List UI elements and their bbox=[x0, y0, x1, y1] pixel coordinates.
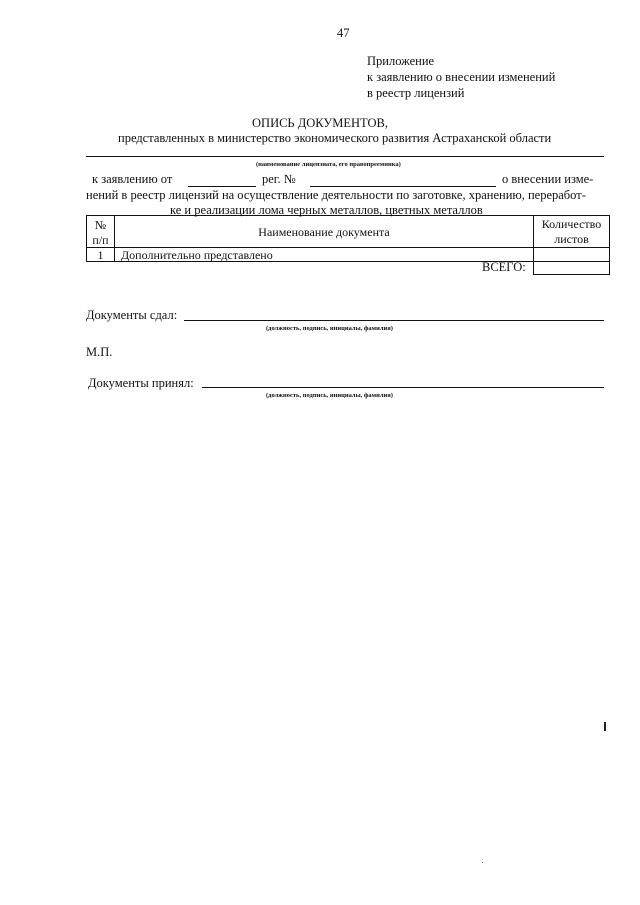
header-qty-cell bbox=[533, 215, 610, 248]
registration-number-label: рег. № bbox=[262, 172, 296, 186]
handed-signature-line bbox=[184, 320, 604, 321]
row1-num-cell bbox=[86, 247, 115, 262]
changes-text-1: о внесении изме- bbox=[502, 172, 594, 186]
appendix-line-1: Приложение bbox=[367, 54, 435, 68]
row1-name: Дополнительно представлено bbox=[121, 248, 273, 262]
received-label: Документы принял: bbox=[88, 376, 194, 390]
header-num-cell bbox=[86, 215, 115, 248]
changes-text-3: ке и реализации лома черных металлов, цветных металлов bbox=[170, 203, 483, 217]
header-num-line-1: № bbox=[94, 218, 107, 232]
received-signature-line bbox=[202, 387, 604, 388]
total-label: ВСЕГО: bbox=[482, 260, 526, 274]
licensee-name-line bbox=[86, 156, 604, 157]
application-date-label: к заявлению от bbox=[92, 172, 173, 186]
stamp-place: М.П. bbox=[86, 345, 113, 359]
application-date-line bbox=[188, 186, 256, 187]
header-name: Наименование документа bbox=[258, 225, 390, 239]
header-num-line-2: п/п bbox=[92, 233, 109, 247]
page-number: 47 bbox=[337, 26, 350, 40]
header-name-cell bbox=[114, 215, 534, 248]
row1-name-cell bbox=[114, 247, 534, 262]
document-title: ОПИСЬ ДОКУМЕНТОВ, bbox=[252, 116, 388, 130]
registration-number-line bbox=[310, 186, 496, 187]
row1-num: 1 bbox=[97, 248, 104, 262]
appendix-line-2: к заявлению о внесении изменений bbox=[367, 70, 556, 84]
changes-text-2: нений в реестр лицензий на осуществление деятельности по заготовке, хранению, переработ- bbox=[86, 188, 586, 202]
handed-caption: (должность, подпись, инициалы, фамилия) bbox=[266, 325, 393, 332]
appendix-line-3: в реестр лицензий bbox=[367, 86, 465, 100]
licensee-caption: (наименование лицензиата, его правопреемника) bbox=[256, 161, 401, 168]
header-qty-line-2: листов bbox=[554, 232, 589, 246]
handed-label: Документы сдал: bbox=[86, 308, 178, 322]
document-subtitle: представленных в министерство экономического развития Астраханской области bbox=[118, 131, 552, 145]
scan-mark bbox=[604, 722, 606, 731]
row1-qty-cell bbox=[533, 247, 610, 262]
header-qty-line-1: Количество bbox=[541, 217, 602, 231]
received-caption: (должность, подпись, инициалы, фамилия) bbox=[266, 392, 393, 399]
total-cell bbox=[533, 261, 610, 275]
scan-dot bbox=[482, 862, 483, 863]
